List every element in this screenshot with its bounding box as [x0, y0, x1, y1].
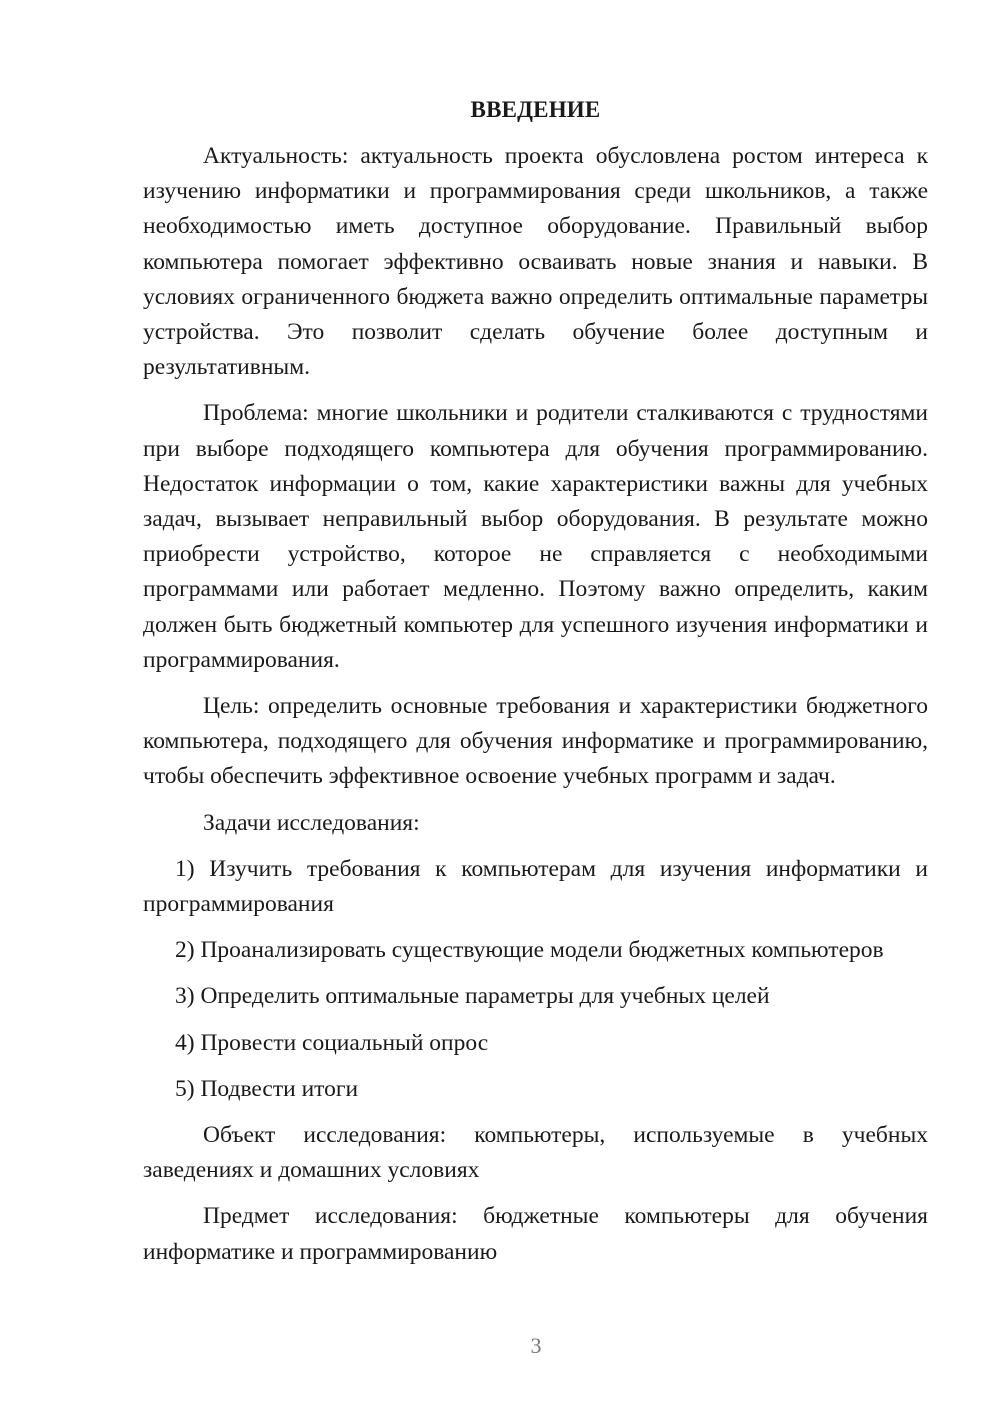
task-item-5: 5) Подвести итоги	[175, 1075, 359, 1102]
task-item-2: 2) Проанализировать существующие модели бюджетных компьютеров	[175, 937, 884, 964]
page-title: ВВЕДЕНИЕ	[470, 97, 601, 122]
page-number: 3	[530, 1333, 542, 1358]
goal-paragraph: Цель: определить основные требования и характеристики бюджетного компьютера, подходящего для обучения информатике и программированию, чтобы обеспечить эффективное освоение учебных программ и задач.	[143, 693, 928, 790]
subject-paragraph: Предмет исследования: бюджетные компьютеры для обучения информатике и программированию	[143, 1203, 928, 1265]
page-content	[143, 95, 928, 1281]
relevance-paragraph: Актуальность: актуальность проекта обусловлена ростом интереса к изучению информатики и программирования среди школьников, а также необходимостью иметь доступное оборудование. Правильный выбор компьютера помогает эффективно осваивать новые знания и навыки. В условиях ограниченного бюджета важно определить оптимальные параметры устройства. Это позволит сделать обучение более доступным и результативным.	[143, 143, 928, 381]
object-paragraph: Объект исследования: компьютеры, используемые в учебных заведениях и домашних условиях	[143, 1122, 928, 1184]
task-item-3: 3) Определить оптимальные параметры для учебных целей	[175, 983, 770, 1010]
task-item-1: 1) Изучить требования к компьютерам для изучения информатики и программирования	[143, 855, 928, 918]
task-item-4: 4) Провести социальный опрос	[175, 1029, 489, 1056]
problem-paragraph: Проблема: многие школьники и родители сталкиваются с трудностями при выборе подходящего компьютера для обучения программированию. Недостаток информации о том, какие характеристики важны для учебных задач, вызывает неправильный выбор оборудования. В результате можно приобрести устройство, которое не справляется с необходимыми программами или работает медленно. Поэтому важно определить, каким должен быть бюджетный компьютер для успешного изучения информатики и программирования.	[143, 400, 928, 673]
tasks-heading: Задачи исследования:	[203, 809, 420, 836]
